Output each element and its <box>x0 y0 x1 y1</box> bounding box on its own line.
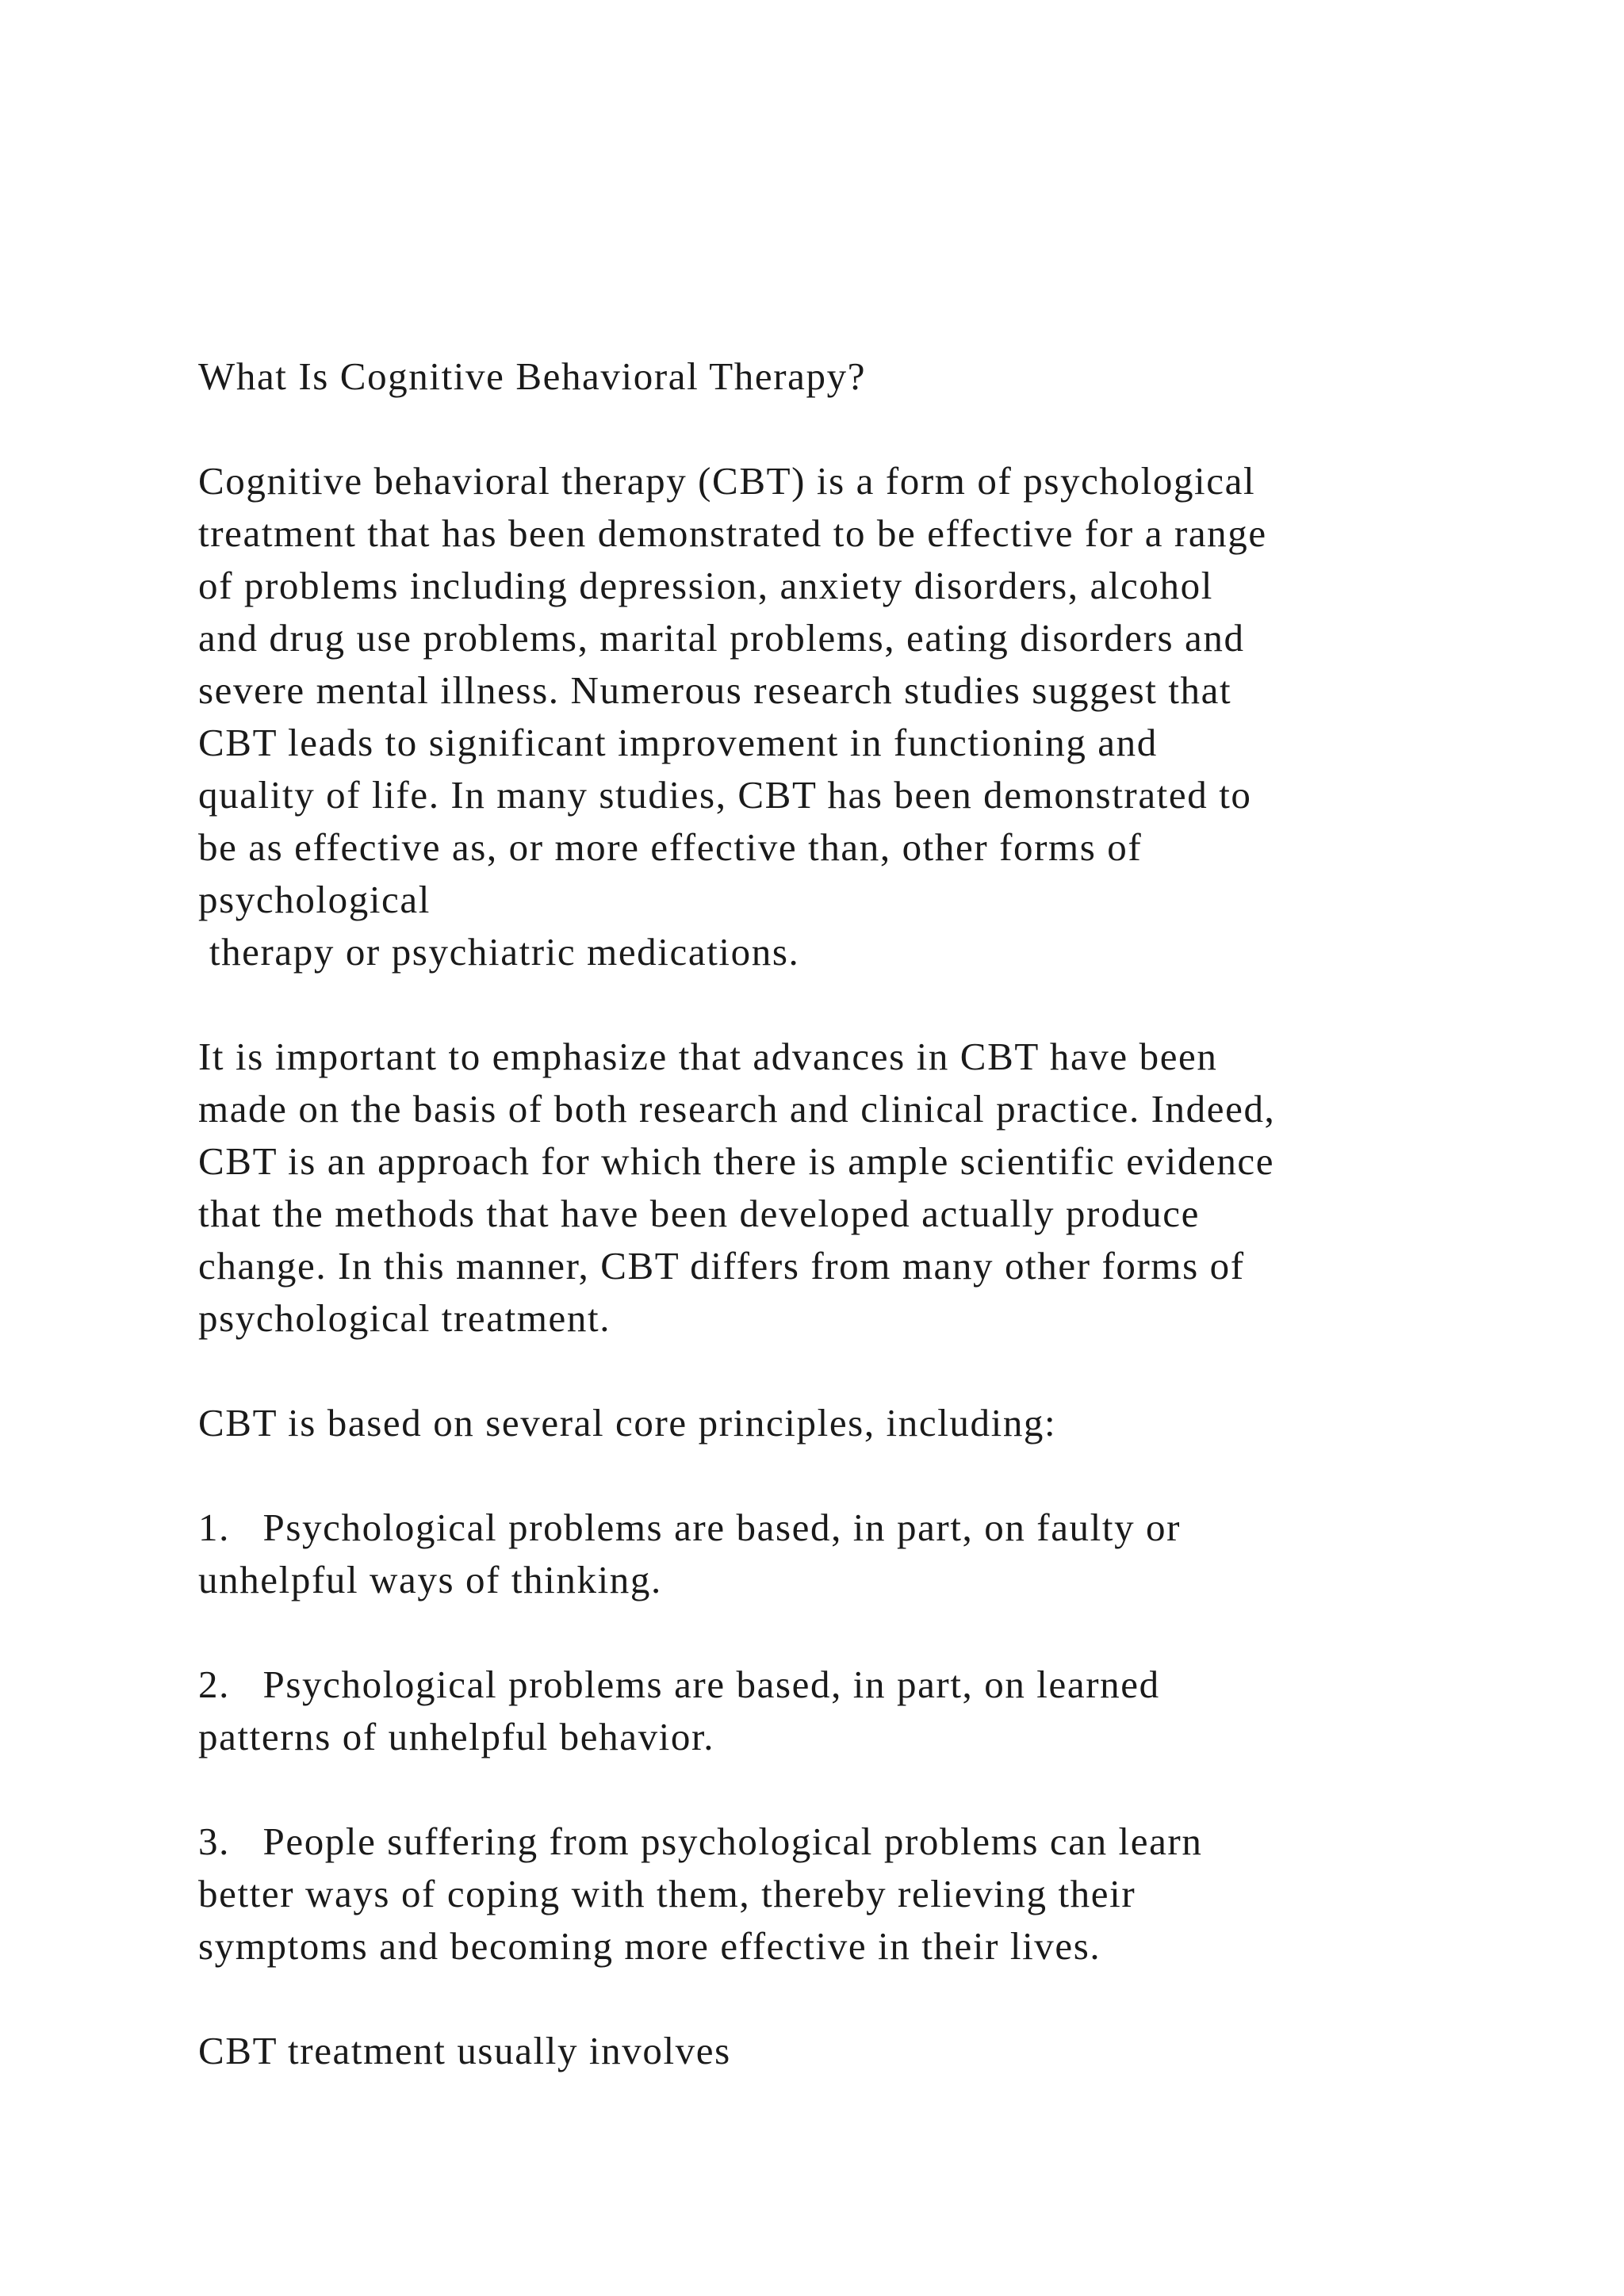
text-line: 3. People suffering from psychological problems can learn <box>198 1820 1203 1863</box>
principles-intro: CBT is based on several core principles, including: <box>198 1401 1057 1445</box>
text-line: 1. Psychological problems are based, in part, on faulty or <box>198 1506 1182 1549</box>
text-line: that the methods that have been developed actually produce <box>198 1192 1200 1235</box>
principle-item-3 <box>198 1816 1507 1973</box>
document-title: What Is Cognitive Behavioral Therapy? <box>198 354 867 398</box>
text-line: symptoms and becoming more effective in their lives. <box>198 1924 1101 1968</box>
closing-line: CBT treatment usually involves <box>198 2029 731 2072</box>
paragraph-spacer <box>198 1606 1507 1659</box>
text-line: It is important to emphasize that advances in CBT have been <box>198 1035 1218 1078</box>
paragraph-spacer <box>198 1973 1507 2025</box>
text-line: change. In this manner, CBT differs from many other forms of <box>198 1244 1245 1288</box>
text-line: patterns of unhelpful behavior. <box>198 1715 715 1758</box>
text-line: Cognitive behavioral therapy (CBT) is a form of psychological <box>198 459 1256 503</box>
text-line: treatment that has been demonstrated to be effective for a range <box>198 511 1267 555</box>
text-line: CBT leads to significant improvement in functioning and <box>198 721 1158 764</box>
paragraph-spacer <box>198 978 1507 1031</box>
document-body <box>198 350 1507 2077</box>
paragraph-spacer <box>198 1345 1507 1397</box>
text-line: therapy or psychiatric medications. <box>198 930 800 974</box>
text-line: better ways of coping with them, thereby relieving their <box>198 1872 1136 1915</box>
principle-item-1 <box>198 1502 1507 1606</box>
text-line: 2. Psychological problems are based, in part, on learned <box>198 1663 1160 1706</box>
paragraph-intro <box>198 455 1507 978</box>
text-line: made on the basis of both research and clinical practice. Indeed, <box>198 1087 1276 1131</box>
text-line: severe mental illness. Numerous research studies suggest that <box>198 668 1232 712</box>
text-line: be as effective as, or more effective than, other forms of <box>198 825 1143 869</box>
text-line: of problems including depression, anxiety disorders, alcohol <box>198 564 1213 607</box>
paragraph-spacer <box>198 1763 1507 1816</box>
text-line: psychological treatment. <box>198 1296 611 1340</box>
text-line: unhelpful ways of thinking. <box>198 1558 662 1601</box>
paragraph-evidence <box>198 1031 1507 1345</box>
text-line: psychological <box>198 878 431 921</box>
text-line: CBT is an approach for which there is ample scientific evidence <box>198 1139 1275 1183</box>
text-line: and drug use problems, marital problems, eating disorders and <box>198 616 1245 660</box>
principle-item-2 <box>198 1659 1507 1763</box>
paragraph-spacer <box>198 403 1507 455</box>
text-line: quality of life. In many studies, CBT has been demonstrated to <box>198 773 1252 817</box>
paragraph-spacer <box>198 1449 1507 1502</box>
